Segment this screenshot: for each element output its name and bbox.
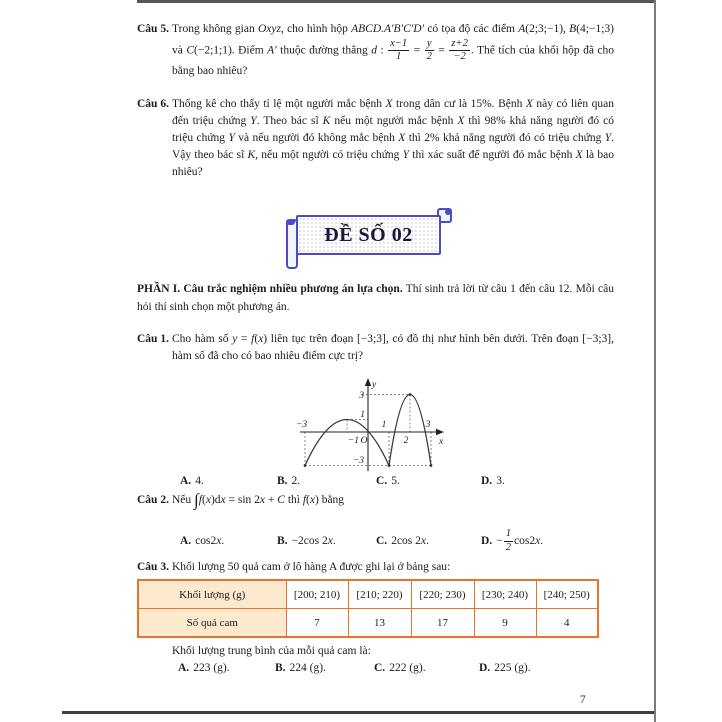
table-cell: Số quả cam	[138, 609, 286, 638]
x-tick-3: 3	[425, 420, 431, 430]
option-text: −2cos 2x.	[291, 534, 336, 547]
question-2-options	[180, 524, 620, 558]
page-edge-top	[137, 0, 654, 3]
question-1-text: Cho hàm số y = f(x) liên tục trên đoạn [−3;3], có đồ thị như hình bên dưới. Trên đoạn [−3;3], hàm số đã cho có bao nhiêu điểm cực trị?	[172, 333, 614, 362]
question-6	[137, 96, 614, 181]
part1-heading-rest: Thí sinh trả lời từ câu 1 đến câu 12. Mỗi câu hỏi thí sinh chọn một phương án.	[137, 283, 614, 313]
x-tick-2: 2	[403, 436, 409, 446]
option-text: 225 (g).	[494, 662, 531, 674]
option-text: 222 (g).	[389, 662, 426, 674]
y-tick-3: 3	[359, 391, 364, 401]
question-1-options	[180, 473, 612, 490]
table-cell: 17	[411, 609, 474, 638]
question-6-text: Thống kê cho thấy tỉ lệ một người mắc bệnh X trong dân cư là 15%. Bệnh X này có liên quan đến triệu chứng Y. Theo bác sĩ K nếu một người mắc bệnh X thì 98% khả năng người đó có triệu chứng Y và nếu người đó không mắc bệnh X thì 2% khả năng người đó có triệu chứng Y. Vậy theo bác sĩ K, nếu một người có triệu chứng Y thì xác suất để người đó mắc bệnh X là bao nhiêu?	[172, 98, 615, 178]
option-c	[376, 473, 481, 490]
question-1-number: Câu 1.	[137, 333, 169, 345]
question-3-options	[178, 660, 612, 677]
table-cell: [220; 230)	[411, 580, 474, 609]
part1-heading	[137, 281, 614, 316]
option-letter: A.	[180, 534, 192, 547]
question-3-text: Khối lượng 50 quả cam ở lô hàng A được ghi lại ở bảng sau:	[172, 561, 451, 573]
curve-point	[430, 464, 433, 467]
option-b	[277, 533, 376, 550]
y-axis-arrow-icon	[365, 378, 371, 386]
x-tick-minus3: −3	[296, 420, 308, 430]
question-3	[137, 559, 614, 576]
table-cell: 13	[348, 609, 411, 638]
banner-frame	[296, 215, 441, 255]
option-b	[275, 660, 374, 677]
option-d	[481, 528, 620, 553]
table-cell: 7	[286, 609, 348, 638]
option-text: − $\frac{1}{2}$ cos2x.	[496, 528, 544, 553]
x-tick-1: 1	[381, 420, 387, 430]
option-text: 223 (g).	[193, 662, 230, 674]
question-2-number: Câu 2.	[137, 494, 169, 506]
question-3-subquestion: Khối lượng trung bình của mỗi quả cam là:	[172, 645, 371, 657]
y-axis-label: y	[372, 380, 377, 390]
option-a	[178, 660, 275, 677]
option-letter: D.	[481, 534, 493, 547]
curve-point	[388, 464, 391, 467]
curve-point	[304, 464, 307, 467]
option-letter: D.	[481, 475, 493, 487]
y-tick-minus3: −3	[352, 456, 364, 466]
exam-banner	[284, 207, 456, 269]
option-letter: C.	[374, 662, 386, 674]
x-tick-minus1: −1	[347, 436, 359, 446]
option-c	[376, 533, 481, 550]
y-tick-1: 1	[360, 410, 365, 420]
question-5-text: Trong không gian Oxyz, cho hình hộp ABCD.A′B′C′D′ có tọa độ các điểm A(2;3;−1), B(4;−1;3) và C(−2;1;1). Điểm A′ thuộc đường thẳng d : $\frac{x-1}{1}$ = $\frac{y}{2}$ = $\frac{z+2}{-2}$ . Thể tích của khối hộp đã cho bằng bao nhiêu?	[172, 23, 614, 78]
option-letter: B.	[277, 534, 288, 547]
option-a	[180, 533, 277, 550]
table-cell: [240; 250)	[536, 580, 598, 609]
page-number: 7	[580, 694, 586, 706]
page-edge-bottom	[62, 711, 654, 714]
question-6-number: Câu 6.	[137, 98, 169, 110]
curve-point	[409, 393, 412, 396]
table-cell: Khối lượng (g)	[138, 580, 286, 609]
question-3-number: Câu 3.	[137, 561, 169, 573]
table-cell: 9	[474, 609, 536, 638]
option-text: 4.	[195, 475, 204, 487]
option-b	[277, 473, 376, 490]
option-letter: C.	[376, 534, 388, 547]
question-2-text: Nếu ∫f(x)dx = sin 2x + C thì f(x) bằng	[172, 490, 345, 510]
banner-title: ĐỀ SỐ 02	[324, 223, 413, 246]
option-text: 5.	[391, 475, 400, 487]
x-axis-arrow-icon	[436, 429, 444, 435]
option-letter: D.	[479, 662, 491, 674]
question-5	[137, 21, 614, 80]
table-cell: [200; 210)	[286, 580, 348, 609]
option-text: cos2x.	[195, 534, 225, 547]
option-text: 224 (g).	[289, 662, 326, 674]
question-5-number: Câu 5.	[137, 23, 169, 35]
part1-heading-bold: PHẦN I. Câu trắc nghiệm nhiều phương án lựa chọn.	[137, 283, 403, 295]
function-graph	[292, 374, 452, 474]
question-2	[137, 492, 614, 509]
table-cell: 4	[536, 609, 598, 638]
page-edge-right	[654, 0, 656, 722]
option-letter: A.	[180, 475, 192, 487]
option-d	[481, 473, 612, 490]
option-letter: B.	[277, 475, 288, 487]
option-text: 2.	[291, 475, 301, 487]
option-text: 2cos 2x.	[391, 534, 429, 547]
option-d	[479, 660, 612, 677]
question-1	[137, 331, 614, 365]
table-cell: [210; 220)	[348, 580, 411, 609]
option-c	[374, 660, 479, 677]
option-a	[180, 473, 277, 490]
option-text: 3.	[496, 475, 505, 487]
option-letter: A.	[178, 662, 190, 674]
mass-frequency-table	[137, 579, 599, 638]
x-axis-label: x	[439, 437, 444, 447]
origin-label: O	[360, 436, 368, 446]
option-letter: C.	[376, 475, 388, 487]
option-letter: B.	[275, 662, 286, 674]
table-cell: [230; 240)	[474, 580, 536, 609]
